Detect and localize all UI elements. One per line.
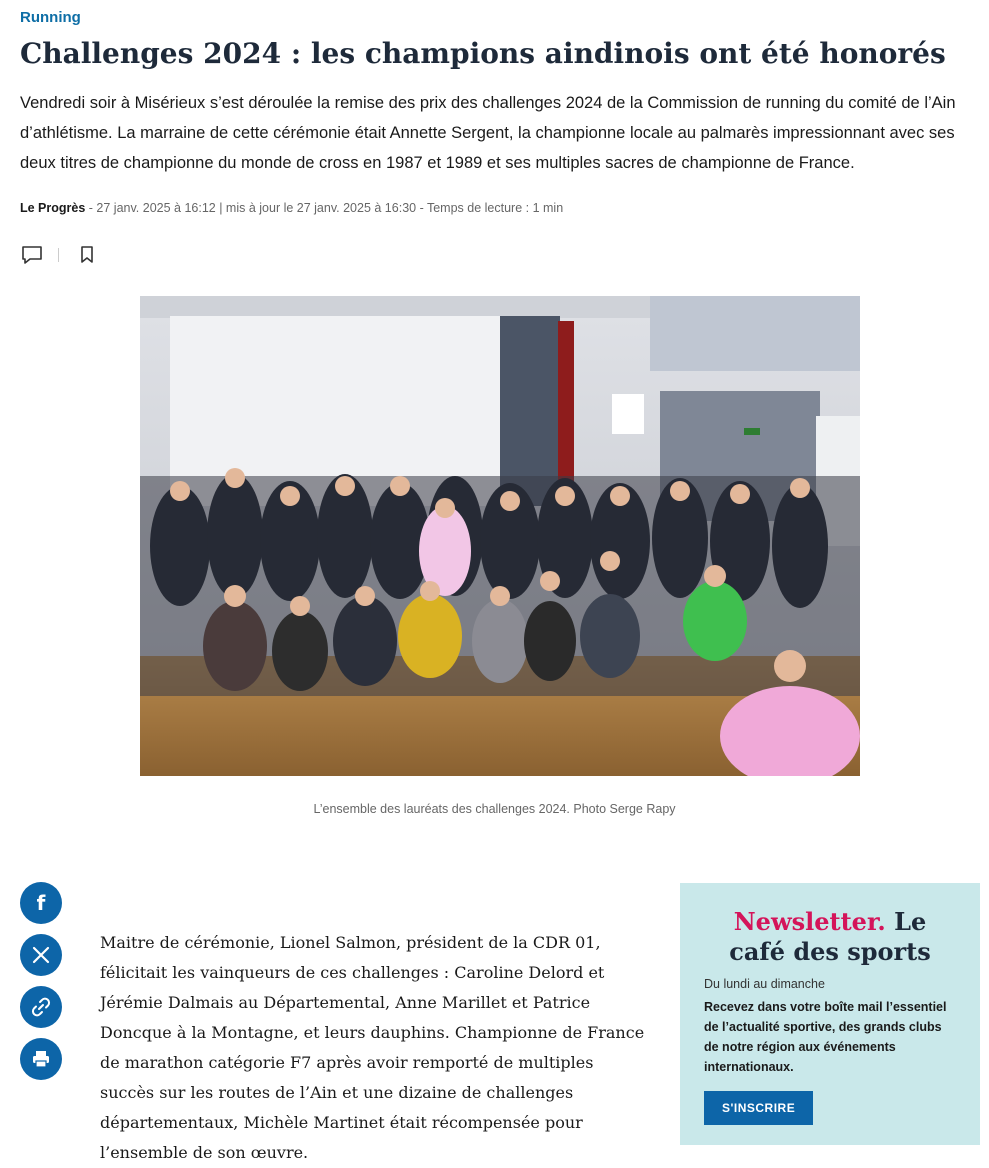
newsletter-frequency: Du lundi au dimanche xyxy=(704,977,825,991)
share-x-button[interactable] xyxy=(20,934,62,976)
action-divider xyxy=(58,248,59,262)
newsletter-title-rest: Le café des sports xyxy=(729,907,931,966)
newsletter-title-accent: Newsletter. xyxy=(733,907,886,936)
link-icon xyxy=(31,997,51,1017)
newsletter-title xyxy=(704,907,956,967)
comment-button[interactable] xyxy=(20,243,44,267)
article-photo[interactable] xyxy=(140,296,860,776)
page-title: Challenges 2024 : les champions aindinois ont été honorés xyxy=(20,37,946,70)
share-bar xyxy=(20,882,62,1080)
group-photo-image xyxy=(140,296,860,776)
print-button[interactable] xyxy=(20,1038,62,1080)
article-category[interactable]: Running xyxy=(20,9,81,26)
newsletter-subscribe-button[interactable]: S'INSCRIRE xyxy=(704,1091,813,1125)
share-facebook-button[interactable] xyxy=(20,882,62,924)
newsletter-description: Recevez dans votre boîte mail l’essentiel de l’actualité sportive, des grands clubs de notre région aux événements internationaux. xyxy=(704,1000,947,1074)
bookmark-icon xyxy=(80,246,94,264)
bookmark-button[interactable] xyxy=(75,243,99,267)
article-dates: - 27 janv. 2025 à 16:12 | mis à jour le 27 janv. 2025 à 16:30 - Temps de lecture : 1 min xyxy=(85,201,564,215)
print-icon xyxy=(31,1049,51,1069)
newsletter-box xyxy=(680,883,980,1145)
article-body: Maitre de cérémonie, Lionel Salmon, président de la CDR 01, félicitait les vainqueurs de ces challenges : Caroline Delord et Jérémie Dalmais au Départemental, Anne Marillet et Patrice Doncque à la Montagne, et leurs dauphins. Championne de France de marathon catégorie F7 après avoir remporté de multiples succès sur les routes de l’Ain et une dizaine de challenges départementaux, Michèle Martinet était récompensée pour l’ensemble de son œuvre. xyxy=(100,933,645,1162)
facebook-icon: f xyxy=(36,891,46,915)
photo-caption: L’ensemble des lauréats des challenges 2024. Photo Serge Rapy xyxy=(313,802,676,816)
article-author[interactable]: Le Progrès xyxy=(20,201,86,215)
article-meta xyxy=(20,201,563,215)
copy-link-button[interactable] xyxy=(20,986,62,1028)
comment-icon xyxy=(21,245,43,265)
article-lead: Vendredi soir à Misérieux s’est déroulée la remise des prix des challenges 2024 de la Commission de running du comité de l’Ain d’athlétisme. La marraine de cette cérémonie était Annette Sergent, la championne locale au palmarès impressionnant avec ses deux titres de championne du monde de cross en 1987 et 1989 et ses multiples sacres de championne de France. xyxy=(20,94,956,172)
x-icon xyxy=(32,946,50,964)
article-actions xyxy=(20,243,99,267)
